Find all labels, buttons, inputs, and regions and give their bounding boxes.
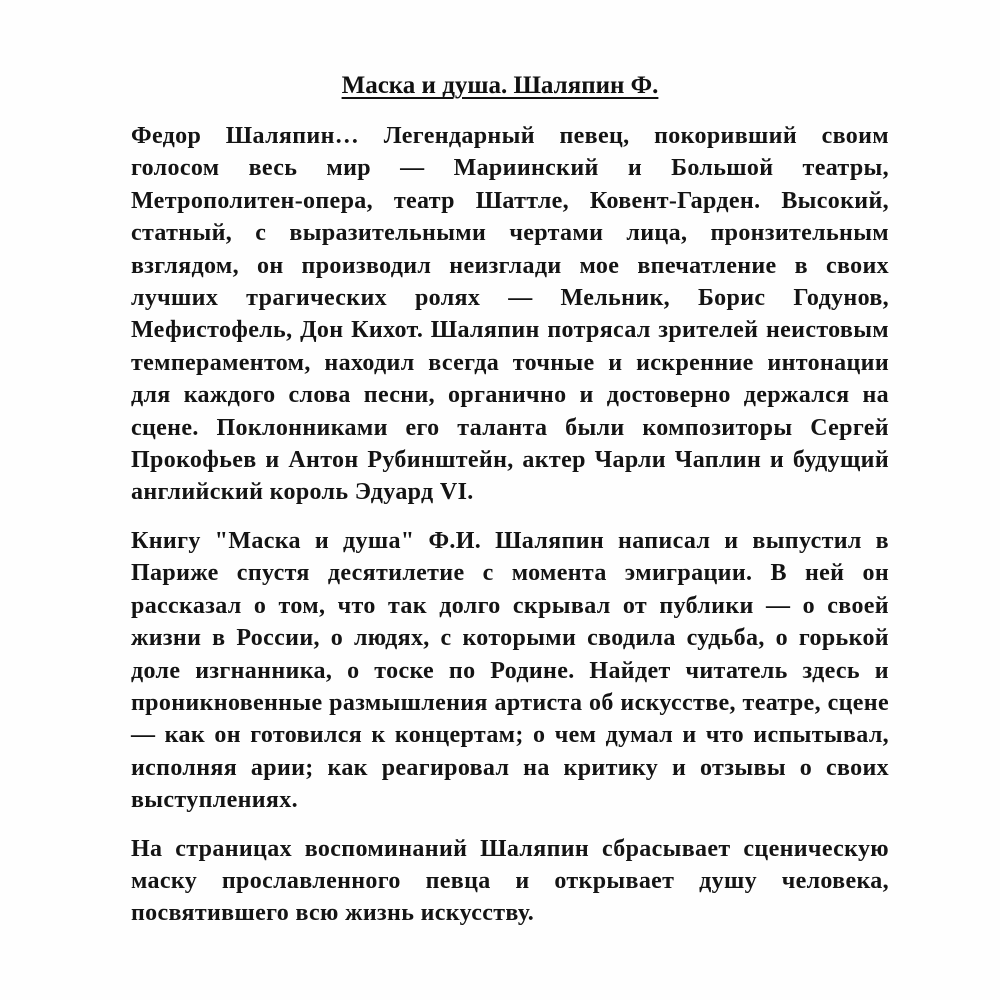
- paragraph-intro: Федор Шаляпин… Легендарный певец, покоривший своим голосом весь мир — Мариинский и Большой театры, Метрополитен-опера, театр Шаттле, Ковент-Гарден. Высокий, статный, с выразительными чертами лица, пронзительным взглядом, он производил неизглади мое впечатление в своих лучших трагических ролях — Мельник, Борис Годунов, Мефистофель, Дон Кихот. Шаляпин потрясал зрителей неистовым темпераментом, находил всегда точные и искренние интонации для каждого слова песни, органично и достоверно держался на сцене. Поклонниками его таланта были композиторы Сергей Прокофьев и Антон Рубинштейн, актер Чарли Чаплин и будущий английский король Эдуард VI.: [131, 123, 889, 506]
- paragraph-book: Книгу "Маска и душа" Ф.И. Шаляпин написал и выпустил в Париже спустя десятилетие с момента эмиграции. В ней он рассказал о том, что так долго скрывал от публики — о своей жизни в России, о людях, с которыми сводила судьба, о горькой доле изгнанника, о тоске по Родине. Найдет читатель здесь и проникновенные размышления артиста об искусстве, театре, сцене — как он готовился к концертам; о чем думал и что испытывал, исполняя арии; как реагировал на критику и отзывы о своих выступлениях.: [131, 527, 889, 814]
- page-title: Маска и душа. Шаляпин Ф.: [341, 72, 659, 99]
- paragraph-conclusion: На страницах воспоминаний Шаляпин сбрасывает сценическую маску прославленного певца и открывает душу человека, посвятившего всю жизнь искусству.: [131, 835, 889, 927]
- document-body: [131, 120, 889, 930]
